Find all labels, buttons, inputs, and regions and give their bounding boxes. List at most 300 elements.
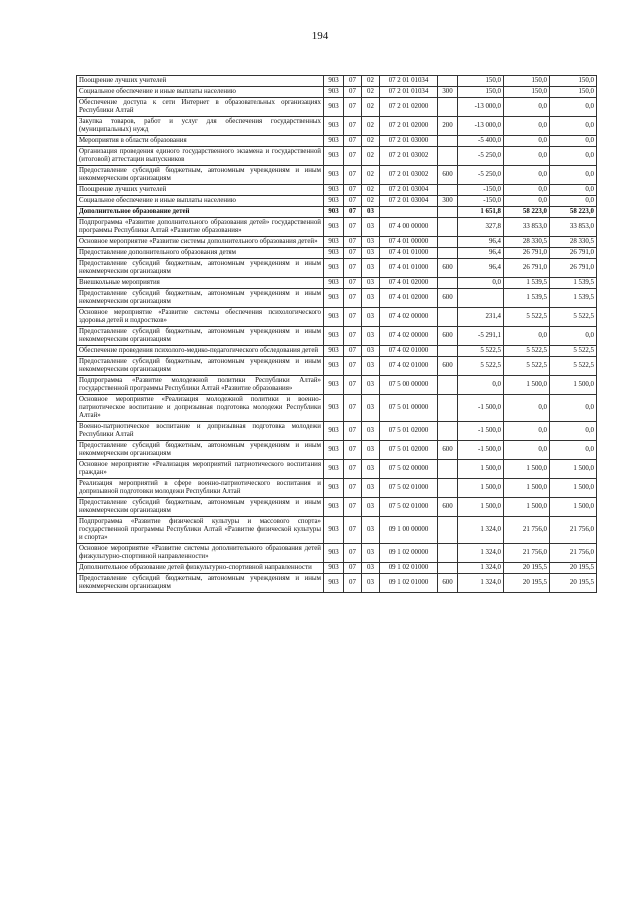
table-row — [77, 166, 597, 185]
amount-year-1: 0,0 — [458, 376, 504, 395]
expense-type-code: 600 — [438, 166, 458, 185]
target-article-code: 07 2 01 01034 — [380, 76, 438, 87]
expense-type-code — [438, 237, 458, 248]
amount-year-2: 33 853,0 — [504, 218, 550, 237]
section-code: 07 — [344, 147, 362, 166]
section-code: 07 — [344, 237, 362, 248]
ministry-code: 903 — [324, 166, 344, 185]
ministry-code: 903 — [324, 87, 344, 98]
section-code: 07 — [344, 479, 362, 498]
table-row — [77, 517, 597, 544]
table-row — [77, 185, 597, 196]
target-article-code: 07 5 01 02000 — [380, 422, 438, 441]
row-name: Предоставление субсидий бюджетным, автономным учреждениям и иным некоммерческим организациям — [77, 289, 324, 308]
ministry-code: 903 — [324, 574, 344, 593]
amount-year-3: 1 500,0 — [550, 460, 597, 479]
amount-year-1: 1 651,8 — [458, 207, 504, 218]
row-name: Подпрограмма «Развитие дополнительного образования детей» государственной программы Республики Алтай «Развитие образования» — [77, 218, 324, 237]
amount-year-2: 0,0 — [504, 147, 550, 166]
ministry-code: 903 — [324, 237, 344, 248]
expense-type-code: 300 — [438, 87, 458, 98]
section-code: 07 — [344, 357, 362, 376]
expense-type-code — [438, 395, 458, 422]
expense-type-code: 200 — [438, 117, 458, 136]
amount-year-1: 1 500,0 — [458, 460, 504, 479]
target-article-code: 07 5 01 02000 — [380, 441, 438, 460]
subsection-code: 02 — [362, 76, 380, 87]
target-article-code: 07 4 01 00000 — [380, 237, 438, 248]
subsection-code: 03 — [362, 479, 380, 498]
amount-year-1: 1 324,0 — [458, 563, 504, 574]
row-name: Основное мероприятие «Развитие системы дополнительного образования детей» — [77, 237, 324, 248]
amount-year-2: 150,0 — [504, 76, 550, 87]
subsection-code: 03 — [362, 207, 380, 218]
amount-year-2: 20 195,5 — [504, 563, 550, 574]
table-row — [77, 498, 597, 517]
row-name: Социальное обеспечение и иные выплаты населению — [77, 196, 324, 207]
row-name: Мероприятия в области образования — [77, 136, 324, 147]
section-code: 07 — [344, 563, 362, 574]
table-row — [77, 563, 597, 574]
amount-year-2: 5 522,5 — [504, 308, 550, 327]
target-article-code: 07 2 01 03004 — [380, 185, 438, 196]
ministry-code: 903 — [324, 185, 344, 196]
target-article-code: 07 2 01 03002 — [380, 166, 438, 185]
section-code: 07 — [344, 395, 362, 422]
row-name: Основное мероприятие «Развитие системы дополнительного образования детей физкультурно-спортивной направленности» — [77, 544, 324, 563]
ministry-code: 903 — [324, 289, 344, 308]
amount-year-1: -5 250,0 — [458, 147, 504, 166]
amount-year-3: 0,0 — [550, 136, 597, 147]
amount-year-3: 20 195,5 — [550, 563, 597, 574]
section-code: 07 — [344, 376, 362, 395]
expense-type-code — [438, 278, 458, 289]
section-code: 07 — [344, 544, 362, 563]
section-code: 07 — [344, 196, 362, 207]
target-article-code: 07 2 01 03002 — [380, 147, 438, 166]
amount-year-1: 150,0 — [458, 76, 504, 87]
section-code: 07 — [344, 117, 362, 136]
ministry-code: 903 — [324, 218, 344, 237]
section-code: 07 — [344, 248, 362, 259]
amount-year-1: -1 500,0 — [458, 441, 504, 460]
table-row — [77, 218, 597, 237]
expense-type-code — [438, 207, 458, 218]
amount-year-2: 1 539,5 — [504, 278, 550, 289]
amount-year-2: 1 539,5 — [504, 289, 550, 308]
ministry-code: 903 — [324, 327, 344, 346]
ministry-code: 903 — [324, 248, 344, 259]
amount-year-2: 20 195,5 — [504, 574, 550, 593]
row-name: Подпрограмма «Развитие молодежной политики Республики Алтай» государственной программы Республики Алтай «Развитие образования» — [77, 376, 324, 395]
section-code: 07 — [344, 87, 362, 98]
expense-type-code: 600 — [438, 259, 458, 278]
amount-year-1: 231,4 — [458, 308, 504, 327]
amount-year-3: 26 791,0 — [550, 259, 597, 278]
section-code: 07 — [344, 98, 362, 117]
table-row — [77, 98, 597, 117]
expense-type-code: 300 — [438, 196, 458, 207]
row-name: Подпрограмма «Развитие физической культуры и массового спорта» государственной программы Республики Алтай «Развитие физической культуры и спорта» — [77, 517, 324, 544]
budget-table-body — [77, 76, 597, 593]
amount-year-1: 150,0 — [458, 87, 504, 98]
target-article-code: 07 5 01 00000 — [380, 395, 438, 422]
expense-type-code — [438, 308, 458, 327]
amount-year-1: 96,4 — [458, 248, 504, 259]
amount-year-2: 0,0 — [504, 136, 550, 147]
amount-year-3: 33 853,0 — [550, 218, 597, 237]
amount-year-2: 0,0 — [504, 441, 550, 460]
amount-year-3: 150,0 — [550, 76, 597, 87]
expense-type-code — [438, 346, 458, 357]
ministry-code: 903 — [324, 117, 344, 136]
row-name: Поощрение лучших учителей — [77, 185, 324, 196]
ministry-code: 903 — [324, 259, 344, 278]
subsection-code: 02 — [362, 136, 380, 147]
amount-year-3: 0,0 — [550, 166, 597, 185]
expense-type-code — [438, 98, 458, 117]
target-article-code: 07 4 01 01000 — [380, 259, 438, 278]
amount-year-2: 28 330,5 — [504, 237, 550, 248]
expense-type-code: 600 — [438, 357, 458, 376]
section-code: 07 — [344, 308, 362, 327]
table-row — [77, 308, 597, 327]
subsection-code: 03 — [362, 460, 380, 479]
expense-type-code — [438, 136, 458, 147]
target-article-code: 09 1 00 00000 — [380, 517, 438, 544]
row-name: Предоставление дополнительного образования детям — [77, 248, 324, 259]
amount-year-2: 0,0 — [504, 196, 550, 207]
section-code: 07 — [344, 517, 362, 544]
ministry-code: 903 — [324, 563, 344, 574]
amount-year-3: 0,0 — [550, 196, 597, 207]
amount-year-1: 96,4 — [458, 237, 504, 248]
target-article-code: 07 4 01 02000 — [380, 289, 438, 308]
target-article-code: 07 2 01 02000 — [380, 117, 438, 136]
table-row — [77, 441, 597, 460]
amount-year-3: 0,0 — [550, 147, 597, 166]
subsection-code: 03 — [362, 278, 380, 289]
amount-year-1 — [458, 289, 504, 308]
row-name: Закупка товаров, работ и услуг для обеспечения государственных (муниципальных) нужд — [77, 117, 324, 136]
ministry-code: 903 — [324, 98, 344, 117]
amount-year-2: 5 522,5 — [504, 357, 550, 376]
target-article-code: 07 4 00 00000 — [380, 218, 438, 237]
table-row — [77, 278, 597, 289]
amount-year-1: 96,4 — [458, 259, 504, 278]
amount-year-1: 5 522,5 — [458, 357, 504, 376]
table-row — [77, 574, 597, 593]
amount-year-3: 21 756,0 — [550, 544, 597, 563]
subsection-code: 03 — [362, 422, 380, 441]
subsection-code: 03 — [362, 376, 380, 395]
amount-year-3: 0,0 — [550, 395, 597, 422]
target-article-code: 07 4 02 00000 — [380, 308, 438, 327]
amount-year-2: 1 500,0 — [504, 479, 550, 498]
expense-type-code — [438, 76, 458, 87]
amount-year-2: 1 500,0 — [504, 376, 550, 395]
amount-year-2: 26 791,0 — [504, 259, 550, 278]
table-row — [77, 196, 597, 207]
amount-year-1: 1 500,0 — [458, 498, 504, 517]
ministry-code: 903 — [324, 517, 344, 544]
row-name: Предоставление субсидий бюджетным, автономным учреждениям и иным некоммерческим организациям — [77, 259, 324, 278]
amount-year-3: 26 791,0 — [550, 248, 597, 259]
expense-type-code — [438, 517, 458, 544]
expense-type-code — [438, 147, 458, 166]
row-name: Предоставление субсидий бюджетным, автономным учреждениям и иным некоммерческим организациям — [77, 357, 324, 376]
section-code: 07 — [344, 498, 362, 517]
ministry-code: 903 — [324, 395, 344, 422]
subsection-code: 03 — [362, 327, 380, 346]
amount-year-2: 150,0 — [504, 87, 550, 98]
expense-type-code — [438, 460, 458, 479]
subsection-code: 03 — [362, 308, 380, 327]
target-article-code: 09 1 02 00000 — [380, 544, 438, 563]
expense-type-code: 600 — [438, 498, 458, 517]
amount-year-1: -1 500,0 — [458, 422, 504, 441]
section-code: 07 — [344, 327, 362, 346]
expense-type-code: 600 — [438, 327, 458, 346]
subsection-code: 02 — [362, 166, 380, 185]
subsection-code: 02 — [362, 87, 380, 98]
section-code: 07 — [344, 185, 362, 196]
subsection-code: 02 — [362, 117, 380, 136]
section-code: 07 — [344, 259, 362, 278]
target-article-code: 07 4 01 01000 — [380, 248, 438, 259]
target-article-code: 07 2 01 03004 — [380, 196, 438, 207]
expense-type-code — [438, 218, 458, 237]
target-article-code: 07 5 00 00000 — [380, 376, 438, 395]
subsection-code: 03 — [362, 259, 380, 278]
amount-year-1: -150,0 — [458, 196, 504, 207]
expense-type-code: 600 — [438, 574, 458, 593]
row-name: Предоставление субсидий бюджетным, автономным учреждениям и иным некоммерческим организациям — [77, 166, 324, 185]
section-code: 07 — [344, 289, 362, 308]
amount-year-3: 1 539,5 — [550, 278, 597, 289]
table-row — [77, 327, 597, 346]
subsection-code: 03 — [362, 441, 380, 460]
amount-year-1: -150,0 — [458, 185, 504, 196]
table-row — [77, 147, 597, 166]
table-row — [77, 376, 597, 395]
target-article-code: 07 4 02 01000 — [380, 346, 438, 357]
section-code: 07 — [344, 218, 362, 237]
amount-year-2: 26 791,0 — [504, 248, 550, 259]
ministry-code: 903 — [324, 147, 344, 166]
subsection-code: 03 — [362, 563, 380, 574]
amount-year-3: 1 500,0 — [550, 498, 597, 517]
amount-year-3: 58 223,0 — [550, 207, 597, 218]
table-row — [77, 422, 597, 441]
amount-year-2: 21 756,0 — [504, 544, 550, 563]
amount-year-3: 21 756,0 — [550, 517, 597, 544]
amount-year-3: 5 522,5 — [550, 308, 597, 327]
table-row — [77, 544, 597, 563]
row-name: Дополнительное образование детей физкультурно-спортивной направленности — [77, 563, 324, 574]
row-name: Обеспечение проведения психолого-медико-педагогического обследования детей — [77, 346, 324, 357]
subsection-code: 02 — [362, 147, 380, 166]
amount-year-2: 0,0 — [504, 166, 550, 185]
row-name: Предоставление субсидий бюджетным, автономным учреждениям и иным некоммерческим организациям — [77, 327, 324, 346]
expense-type-code — [438, 544, 458, 563]
row-name: Социальное обеспечение и иные выплаты населению — [77, 87, 324, 98]
table-row — [77, 460, 597, 479]
table-row — [77, 248, 597, 259]
table-row — [77, 259, 597, 278]
row-name: Основное мероприятие «Развитие системы обеспечения психологического здоровья детей и подростков» — [77, 308, 324, 327]
subsection-code: 03 — [362, 289, 380, 308]
expense-type-code — [438, 479, 458, 498]
target-article-code: 07 4 02 00000 — [380, 327, 438, 346]
subsection-code: 02 — [362, 185, 380, 196]
table-row — [77, 237, 597, 248]
expense-type-code — [438, 248, 458, 259]
table-row — [77, 87, 597, 98]
amount-year-3: 150,0 — [550, 87, 597, 98]
amount-year-2: 0,0 — [504, 185, 550, 196]
ministry-code: 903 — [324, 196, 344, 207]
expense-type-code — [438, 563, 458, 574]
ministry-code: 903 — [324, 278, 344, 289]
ministry-code: 903 — [324, 544, 344, 563]
amount-year-1: -13 000,0 — [458, 117, 504, 136]
table-row — [77, 117, 597, 136]
table-row — [77, 357, 597, 376]
amount-year-2: 58 223,0 — [504, 207, 550, 218]
amount-year-2: 0,0 — [504, 117, 550, 136]
page-number: 194 — [311, 30, 329, 42]
row-name: Основное мероприятие «Реализация мероприятий патриотического воспитания граждан» — [77, 460, 324, 479]
section-code: 07 — [344, 346, 362, 357]
amount-year-2: 0,0 — [504, 422, 550, 441]
amount-year-1: -5 291,1 — [458, 327, 504, 346]
subsection-code: 03 — [362, 237, 380, 248]
section-code: 07 — [344, 460, 362, 479]
row-name: Основное мероприятие «Реализация молодежной политики и военно-патриотическое воспитание и допризывная подготовка молодежи Республики Алтай» — [77, 395, 324, 422]
amount-year-1: 0,0 — [458, 278, 504, 289]
amount-year-1: -5 250,0 — [458, 166, 504, 185]
section-code: 07 — [344, 422, 362, 441]
amount-year-1: 1 500,0 — [458, 479, 504, 498]
subsection-code: 03 — [362, 346, 380, 357]
amount-year-3: 0,0 — [550, 117, 597, 136]
row-name: Военно-патриотическое воспитание и допризывная подготовка молодежи Республики Алтай — [77, 422, 324, 441]
subsection-code: 03 — [362, 218, 380, 237]
subsection-code: 03 — [362, 357, 380, 376]
ministry-code: 903 — [324, 76, 344, 87]
amount-year-1: -13 000,0 — [458, 98, 504, 117]
table-row — [77, 346, 597, 357]
table-row — [77, 76, 597, 87]
amount-year-2: 1 500,0 — [504, 498, 550, 517]
subsection-code: 02 — [362, 98, 380, 117]
row-name: Предоставление субсидий бюджетным, автономным учреждениям и иным некоммерческим организациям — [77, 574, 324, 593]
row-name: Предоставление субсидий бюджетным, автономным учреждениям и иным некоммерческим организациям — [77, 498, 324, 517]
amount-year-3: 20 195,5 — [550, 574, 597, 593]
target-article-code — [380, 207, 438, 218]
amount-year-3: 0,0 — [550, 441, 597, 460]
section-code: 07 — [344, 574, 362, 593]
amount-year-3: 5 522,5 — [550, 346, 597, 357]
table-row — [77, 479, 597, 498]
amount-year-2: 21 756,0 — [504, 517, 550, 544]
amount-year-1: 1 324,0 — [458, 544, 504, 563]
amount-year-1: 1 324,0 — [458, 574, 504, 593]
amount-year-1: -1 500,0 — [458, 395, 504, 422]
ministry-code: 903 — [324, 207, 344, 218]
ministry-code: 903 — [324, 376, 344, 395]
target-article-code: 07 5 02 01000 — [380, 498, 438, 517]
section-code: 07 — [344, 76, 362, 87]
ministry-code: 903 — [324, 422, 344, 441]
amount-year-2: 1 500,0 — [504, 460, 550, 479]
amount-year-2: 0,0 — [504, 395, 550, 422]
section-code: 07 — [344, 136, 362, 147]
target-article-code: 07 5 02 00000 — [380, 460, 438, 479]
amount-year-1: 327,8 — [458, 218, 504, 237]
amount-year-2: 5 522,5 — [504, 346, 550, 357]
table-row — [77, 289, 597, 308]
target-article-code: 07 4 01 02000 — [380, 278, 438, 289]
section-code: 07 — [344, 278, 362, 289]
amount-year-3: 0,0 — [550, 327, 597, 346]
row-name: Обеспечение доступа к сети Интернет в образовательных организациях Республики Алтай — [77, 98, 324, 117]
target-article-code: 07 5 02 01000 — [380, 479, 438, 498]
row-name: Внешкольные мероприятия — [77, 278, 324, 289]
row-name: Поощрение лучших учителей — [77, 76, 324, 87]
ministry-code: 903 — [324, 346, 344, 357]
amount-year-2: 0,0 — [504, 327, 550, 346]
amount-year-3: 1 500,0 — [550, 376, 597, 395]
expense-type-code — [438, 422, 458, 441]
subsection-code: 03 — [362, 395, 380, 422]
ministry-code: 903 — [324, 479, 344, 498]
row-name: Предоставление субсидий бюджетным, автономным учреждениям и иным некоммерческим организациям — [77, 441, 324, 460]
amount-year-1: 1 324,0 — [458, 517, 504, 544]
expense-type-code — [438, 376, 458, 395]
amount-year-1: -5 400,0 — [458, 136, 504, 147]
row-name: Дополнительное образование детей — [77, 207, 324, 218]
amount-year-3: 5 522,5 — [550, 357, 597, 376]
subsection-code: 03 — [362, 544, 380, 563]
amount-year-2: 0,0 — [504, 98, 550, 117]
budget-table — [76, 75, 597, 593]
ministry-code: 903 — [324, 498, 344, 517]
target-article-code: 07 2 01 02000 — [380, 98, 438, 117]
subsection-code: 03 — [362, 574, 380, 593]
amount-year-3: 1 539,5 — [550, 289, 597, 308]
subsection-code: 02 — [362, 196, 380, 207]
table-row — [77, 395, 597, 422]
subsection-code: 03 — [362, 517, 380, 544]
ministry-code: 903 — [324, 357, 344, 376]
target-article-code: 07 2 01 03000 — [380, 136, 438, 147]
section-code: 07 — [344, 207, 362, 218]
target-article-code: 09 1 02 01000 — [380, 563, 438, 574]
target-article-code: 09 1 02 01000 — [380, 574, 438, 593]
expense-type-code: 600 — [438, 289, 458, 308]
expense-type-code: 600 — [438, 441, 458, 460]
amount-year-1: 5 522,5 — [458, 346, 504, 357]
ministry-code: 903 — [324, 460, 344, 479]
amount-year-3: 1 500,0 — [550, 479, 597, 498]
table-row — [77, 207, 597, 218]
amount-year-3: 0,0 — [550, 422, 597, 441]
subsection-code: 03 — [362, 498, 380, 517]
ministry-code: 903 — [324, 441, 344, 460]
ministry-code: 903 — [324, 308, 344, 327]
